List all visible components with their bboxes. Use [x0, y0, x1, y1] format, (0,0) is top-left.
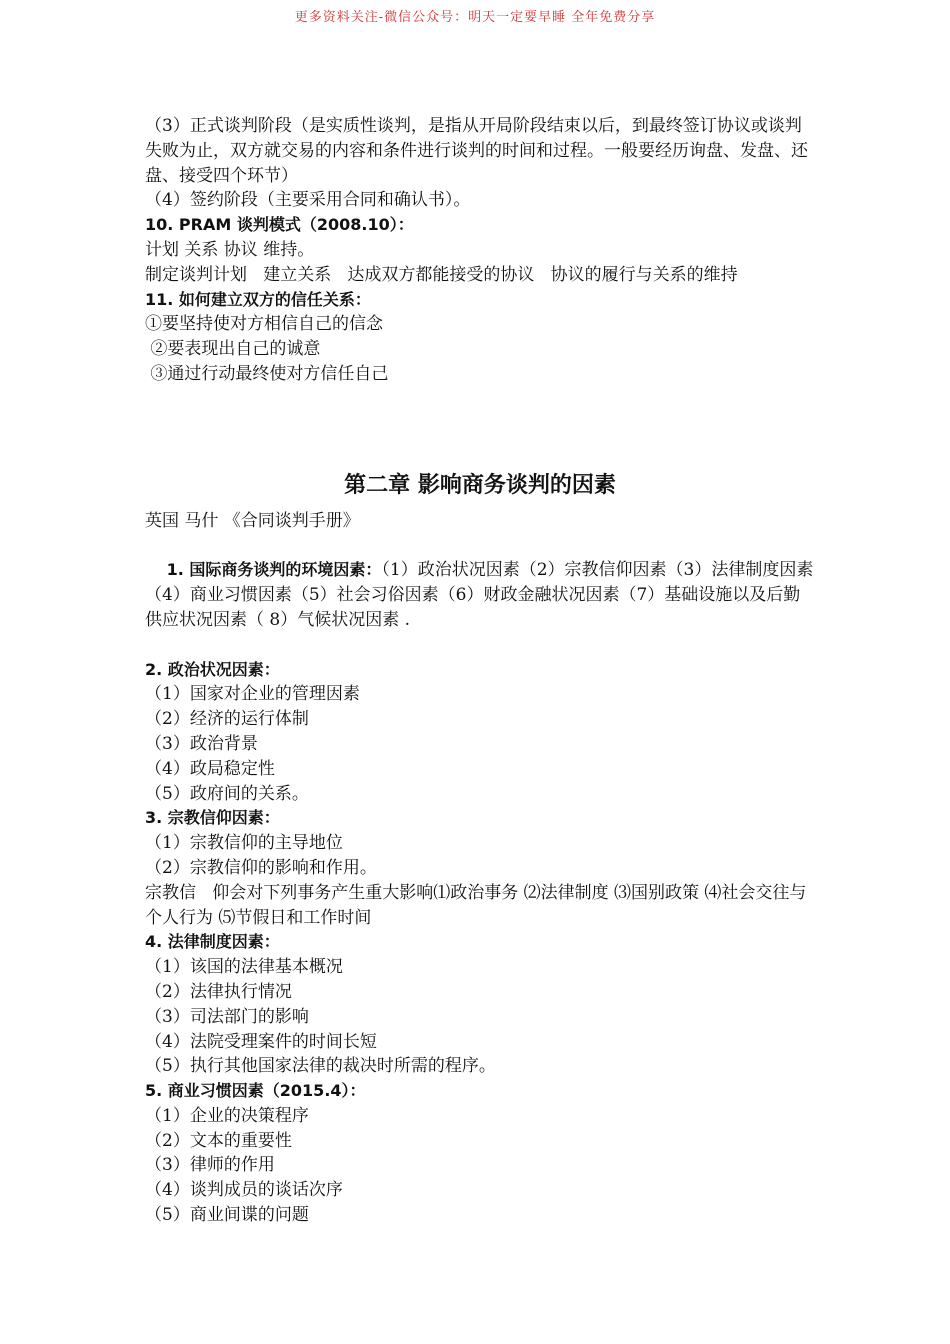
paragraph-signing-stage: （4）签约阶段（主要采用合同和确认书）。 [145, 190, 471, 211]
heading-trust: 11. 如何建立双方的信任关系： [145, 289, 371, 309]
pram-steps: 制定谈判计划 建立关系 达成双方都能接受的协议 协议的履行与关系的维持 [145, 264, 738, 285]
list-item: （3）司法部门的影响 [145, 1006, 309, 1027]
trust-item-1: ①要坚持使对方相信自己的信念 [145, 314, 383, 335]
pram-keywords: 计划 关系 协议 维持。 [145, 239, 315, 260]
document-body [145, 114, 815, 1228]
list-item: （1）该国的法律基本概况 [145, 957, 343, 978]
paragraph-formal-stage: （3）正式谈判阶段（是实质性谈判，是指从开局阶段结束以后，到最终签订协议或谈判失败为止，双方就交易的内容和条件进行谈判的时间和过程。一般要经历询盘、发盘、还盘、接受四个环节） [145, 116, 808, 186]
list-item: （3）政治背景 [145, 733, 258, 754]
list-item: （5）商业间谍的问题 [145, 1205, 309, 1226]
religion-note: 宗教信 仰会对下列事务产生重大影响⑴政治事务 ⑵法律制度 ⑶国别政策 ⑷社会交往与个人行为 ⑸节假日和工作时间 [145, 882, 807, 928]
heading-pram: 10. PRAM 谈判模式（2008.10）： [145, 215, 414, 235]
list-item: （3）律师的作用 [145, 1155, 275, 1176]
chapter-title: 第二章 影响商务谈判的因素 [344, 472, 616, 498]
list-item: （5）执行其他国家法律的裁决时所需的程序。 [145, 1056, 496, 1077]
list-item: （1）企业的决策程序 [145, 1105, 309, 1126]
heading-political: 2. 政治状况因素： [145, 659, 280, 679]
chapter-intro: 英国 马什 《合同谈判手册》 [145, 510, 360, 531]
list-item: （4）谈判成员的谈话次序 [145, 1180, 343, 1201]
list-item: （1）国家对企业的管理因素 [145, 684, 360, 705]
trust-item-2: ②要表现出自己的诚意 [145, 339, 321, 360]
environment-factors-text: （1）政治状况因素（2）宗教信仰因素（3）法律制度因素（4）商业习惯因素（5）社会习俗因素（6）财政金融状况因素（7）基础设施以及后勤供应状况因素（ 8）气候状况因素 . [145, 560, 814, 630]
heading-business-customs: 5. 商业习惯因素（2015.4）： [145, 1081, 366, 1101]
list-item: （4）法院受理案件的时间长短 [145, 1031, 377, 1052]
list-item: （5）政府间的关系。 [145, 783, 309, 804]
heading-legal: 4. 法律制度因素： [145, 932, 280, 952]
list-item: （4）政局稳定性 [145, 758, 275, 779]
list-item: （2）宗教信仰的影响和作用。 [145, 857, 377, 878]
environment-factors [145, 534, 815, 658]
list-item: （2）经济的运行体制 [145, 709, 309, 730]
list-item: （2）法律执行情况 [145, 981, 292, 1002]
heading-religion: 3. 宗教信仰因素： [145, 808, 280, 828]
list-item: （2）文本的重要性 [145, 1130, 292, 1151]
trust-item-3: ③通过行动最终使对方信任自己 [145, 363, 389, 384]
heading-environment: 1. 国际商务谈判的环境因素： [166, 560, 382, 580]
list-item: （1）宗教信仰的主导地位 [145, 833, 343, 854]
header-banner: 更多资料关注-微信公众号：明天一定要早睡 全年免费分享 [294, 10, 656, 25]
